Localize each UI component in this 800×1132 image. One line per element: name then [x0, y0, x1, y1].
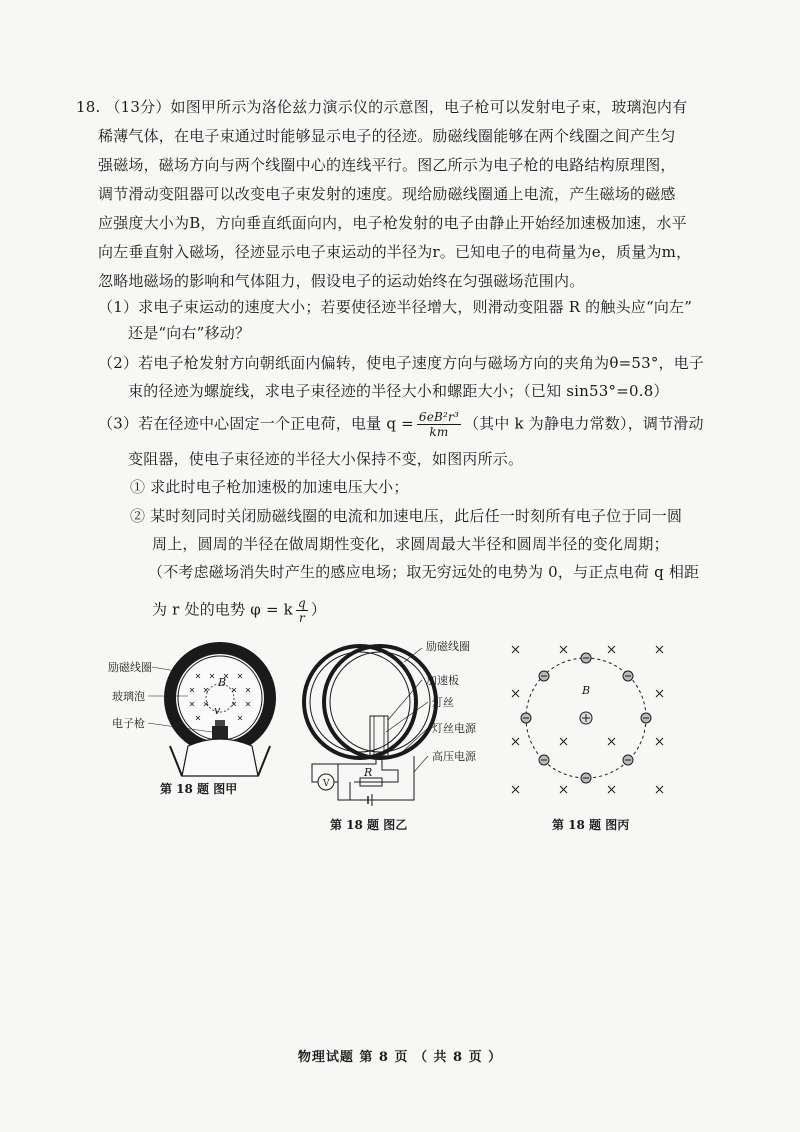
figure-bing — [500, 636, 680, 808]
part3-text: （其中 k 为静电力常数），调节滑动 — [463, 414, 704, 433]
voltmeter-label: V — [323, 779, 330, 789]
intro-line: 向左垂直射入磁场，径迹显示电子束运动的半径为r。已知电子的电荷量为e，质量为m， — [98, 243, 692, 261]
caption-yi: 第 18 题 图乙 — [330, 818, 408, 832]
label-filament: 灯丝 — [432, 696, 454, 709]
part3-sub2-line: ② 某时刻同时关闭励磁线圈的电流和加速电压，此后任一时刻所有电子位于同一圆 — [130, 507, 683, 525]
part3-text: （3）若在径迹中心固定一个正电荷，电量 q = — [98, 414, 414, 433]
caption-bing: 第 18 题 图丙 — [552, 818, 630, 832]
part2-line: 束的径迹为螺旋线，求电子束径迹的半径大小和螺距大小；（已知 sin53°=0.8） — [128, 382, 669, 400]
intro-line: 强磁场，磁场方向与两个线圈中心的连线平行。图乙所示为电子枪的电路结构原理图， — [98, 156, 676, 174]
label-coil: 励磁线圈 — [108, 661, 152, 674]
velocity-v-label: v — [214, 704, 221, 717]
intro-line: 稀薄气体，在电子束通过时能够显示电子的径迹。励磁线圈能够在两个线圈之间产生匀 — [98, 127, 676, 145]
potential-fraction — [296, 596, 308, 625]
part1-line: （1）求电子束运动的速度大小；若要使径迹半径增大，则滑动变阻器 R 的触头应“向左” — [98, 298, 693, 316]
fraction-denominator: km — [429, 425, 449, 439]
part3-sub2-line: 周上，圆周的半径在做周期性变化，求圆周最大半径和圆周半径的变化周期； — [152, 535, 669, 553]
question-points: （13分） — [105, 98, 171, 116]
part2-line: （2）若电子枪发射方向朝纸面内偏转，使电子速度方向与磁场方向的夹角为θ=53°，电子 — [98, 354, 705, 372]
part1-line: 还是“向右”移动？ — [128, 324, 251, 342]
intro-line: 应强度大小为B，方向垂直纸面向内，电子枪发射的电子由静止开始经加速极加速，水平 — [98, 214, 687, 232]
label-filament-power: 灯丝电源 — [432, 722, 476, 735]
label-gun: 电子枪 — [112, 717, 145, 730]
question-line-1 — [76, 96, 687, 118]
part3-last-line — [152, 596, 326, 625]
fraction-numerator: q — [297, 596, 306, 610]
part3-text: ） — [310, 600, 327, 619]
field-b-label: B — [218, 676, 227, 689]
page-footer: 物理试题 第 8 页 （ 共 8 页 ） — [297, 1050, 503, 1065]
part3-line-1 — [98, 410, 704, 439]
part3-sub1: ① 求此时电子枪加速极的加速电压大小； — [130, 478, 409, 496]
figure-jia — [108, 636, 288, 786]
label-coil: 励磁线圈 — [426, 640, 470, 653]
label-plate: 加速板 — [426, 674, 459, 687]
figure-yi — [298, 632, 498, 810]
part3-sub2-line: （不考虑磁场消失时产生的感应电场；取无穷远处的电势为 0，与正点电荷 q 相距 — [148, 563, 700, 581]
part3-text: 为 r 处的电势 φ = k — [152, 600, 293, 619]
question-number: 18. — [76, 98, 101, 116]
intro-line: 忽略地磁场的影响和气体阻力，假设电子的运动始终在匀强磁场范围内。 — [98, 272, 585, 290]
field-b-label: B — [582, 684, 591, 697]
label-high-voltage: 高压电源 — [432, 750, 476, 763]
charge-fraction — [417, 410, 461, 439]
intro-line: 如图甲所示为洛伦兹力演示仪的示意图，电子枪可以发射电子束，玻璃泡内有 — [170, 98, 688, 116]
part3-line: 变阻器，使电子束径迹的半径大小保持不变，如图丙所示。 — [128, 450, 524, 468]
fraction-numerator: 6eB²r³ — [418, 410, 459, 424]
label-bulb: 玻璃泡 — [112, 690, 145, 703]
fraction-denominator: r — [298, 611, 305, 625]
resistor-label: R — [364, 766, 373, 779]
caption-jia: 第 18 题 图甲 — [160, 782, 238, 796]
intro-line: 调节滑动变阻器可以改变电子束发射的速度。现给励磁线圈通上电流，产生磁场的磁感 — [98, 185, 676, 203]
